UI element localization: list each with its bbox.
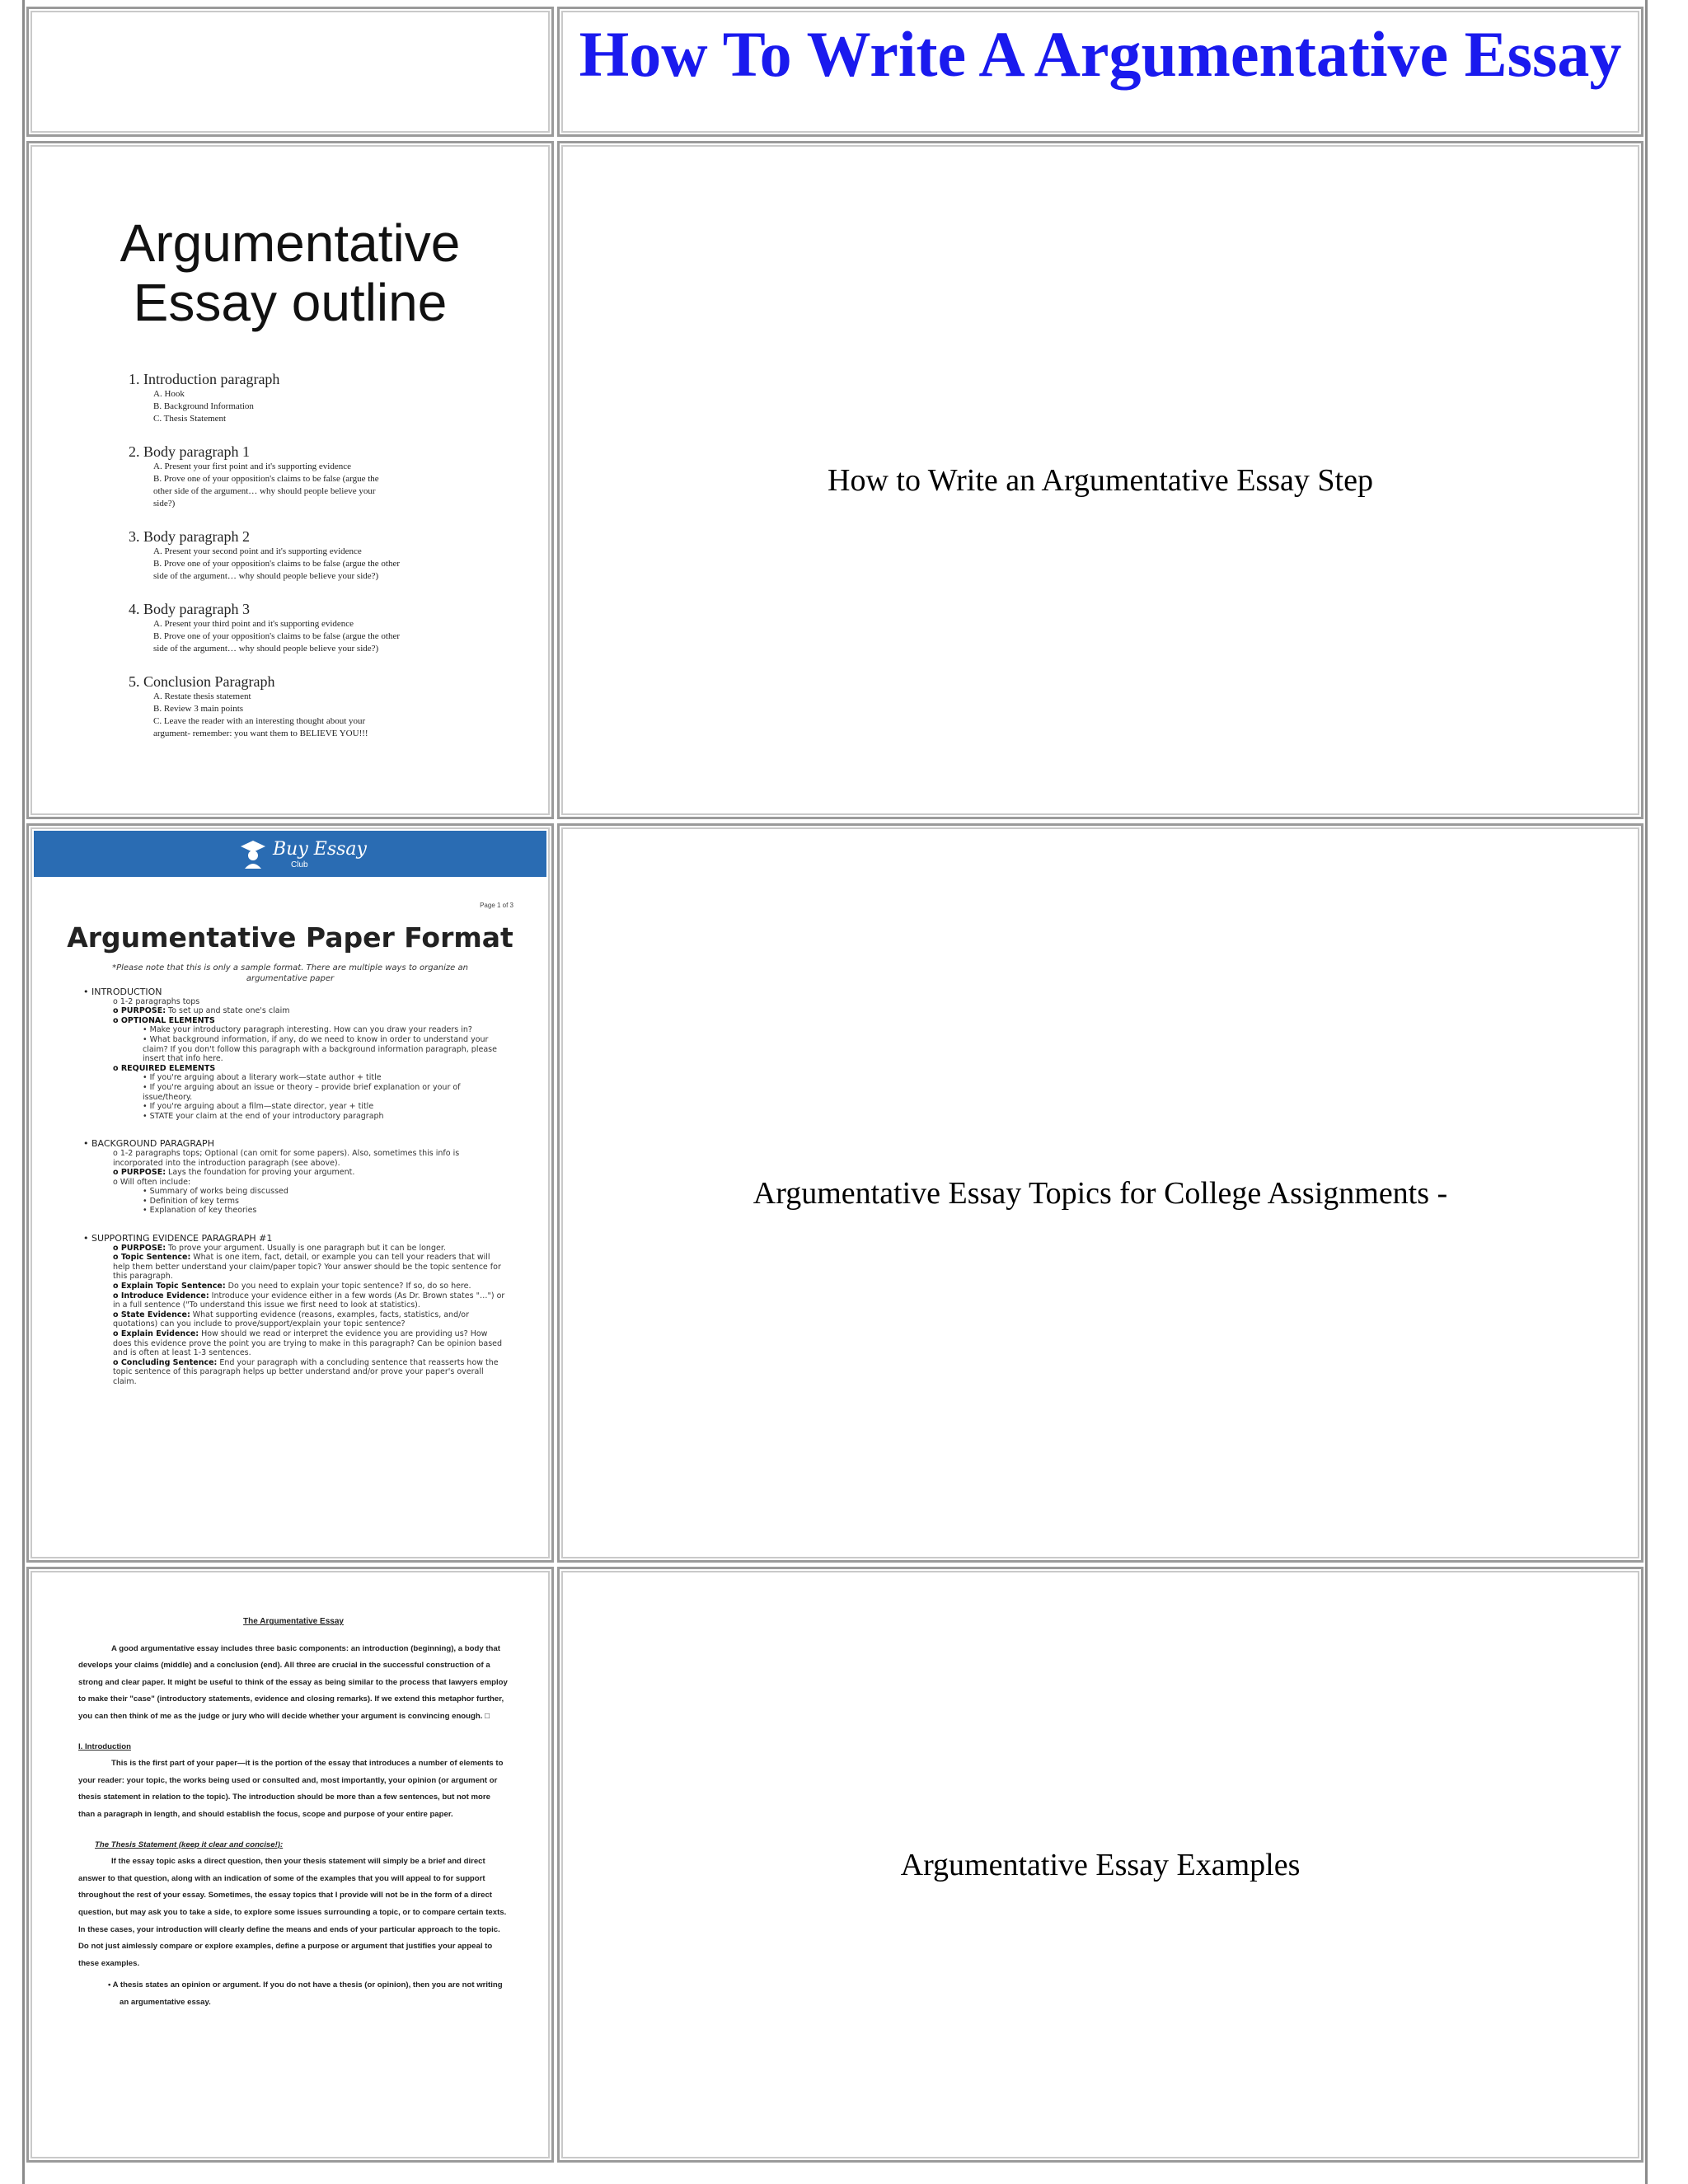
outline-list bbox=[129, 371, 516, 758]
caption-cell bbox=[557, 1567, 1643, 2163]
essay-title: The Argumentative Essay bbox=[243, 1617, 344, 1626]
format-section-introduction: • INTRODUCTION o 1-2 paragraphs tops o PURPOSE: To set up and state one's claim o OPTIONAL ELEMENTS • Make your introductory paragraph interesting. How can you draw your readers in? • What background information, if any, do we need to know in order to understand your claim? If you don't follow this paragraph with a background information paragraph, please insert that info here. o REQUIRED ELEMENTS • If you're arguing about a literary work—state author + title • If you're arguing about an issue or theory – provide brief explanation or your of issue/theory. • If you're arguing about a film—state director, year + title • STATE your claim at the end of your introductory paragraph bbox=[83, 987, 497, 1121]
outline-item: 5. Conclusion Paragraph A. Restate thesis statement B. Review 3 main points C. Leave the reader with an interesting thought about your argument- remember: you want them to BELIEVE YOU!!! bbox=[129, 673, 368, 738]
essay-image[interactable] bbox=[34, 1574, 546, 2155]
format-section-evidence: • SUPPORTING EVIDENCE PARAGRAPH #1 o PURPOSE: To prove your argument. Usually is one paragraph but it can be longer. o Topic Sentence: What is one item, fact, detail, or example you can tell your readers that will help them better understand your claim/paper topic? Your answer should be the topic sentence for this paragraph. o Explain Topic Sentence: Do you need to explain your topic sentence? If so, do so here. o Introduce Evidence: Introduce your evidence either in a few words (As Dr. Brown states "…") or in a full sentence ("To understand this issue we first need to look at statistics). o State Evidence: What supporting evidence (reasons, examples, facts, statistics, and/or quotations) can you include to prove/support/explain your topic sentence? o Explain Evidence: How should we read or interpret the evidence you are providing us? How does this evidence prove the point you are trying to make in this paragraph? Can be opinion based and is often at least 1-3 sentences. o Concluding Sentence: End your paragraph with a concluding sentence that reasserts how the topic sentence of this paragraph helps up better understand and/or prove your paper's overall claim. bbox=[83, 1233, 505, 1386]
outline-heading-line2: Essay outline bbox=[133, 273, 448, 332]
format-note: *Please note that this is only a sample format. There are multiple ways to organize an argumentative paper bbox=[112, 963, 468, 983]
outline-item: 4. Body paragraph 3 A. Present your third point and it's supporting evidence B. Prove one of your opposition's claims to be false (argue the other side of the argument… why should people believe your side?) bbox=[129, 601, 401, 654]
outline-item: 3. Body paragraph 2 A. Present your second point and it's supporting evidence B. Prove one of your opposition's claims to be false (argue the other side of the argument… why should people believe your side?) bbox=[129, 528, 401, 581]
outline-image-cell bbox=[26, 141, 554, 819]
header-empty-cell bbox=[26, 7, 554, 137]
format-image[interactable] bbox=[34, 831, 546, 1555]
logo-sub: Club bbox=[291, 860, 308, 869]
caption-cell bbox=[557, 823, 1643, 1563]
essay-subheading: The Thesis Statement (keep it clear and concise!): bbox=[95, 1840, 284, 1849]
essay-paragraph: If the essay topic asks a direct question, then your thesis statement will simply be a brief and direct answer to that question, along with an indication of some of the examples that you will appeal to for support throughout the rest of your essay. Sometimes, the essay topics that I provide will not be in the form of a direct question, but may ask you to take a side, to explore some issues surrounding a topic, or to compare certain texts. In these cases, your introduction will clearly define the means and ends of your particular approach to the topic. Do not just aimlessly compare or explore examples, define a purpose or argument that justifies your appeal to these examples. bbox=[78, 1857, 507, 1968]
outline-item: 1. Introduction paragraph A. Hook B. Background Information C. Thesis Statement bbox=[129, 371, 280, 424]
caption-text: Argumentative Essay Topics for College Assignments - bbox=[753, 1175, 1448, 1211]
essay-bullet: • A thesis states an opinion or argument. If you do not have a thesis (or opinion), then you are not writing an argumentative essay. bbox=[108, 1980, 503, 2007]
page-title: How To Write A Argumentative Essay bbox=[579, 18, 1622, 90]
header-title-cell bbox=[557, 7, 1643, 137]
essay-text bbox=[78, 1614, 509, 2011]
caption-text: How to Write an Argumentative Essay Step bbox=[828, 462, 1373, 498]
essay-section-heading: I. Introduction bbox=[78, 1741, 131, 1751]
format-image-cell bbox=[26, 823, 554, 1563]
caption-cell bbox=[557, 141, 1643, 819]
essay-image-cell bbox=[26, 1567, 554, 2163]
graduate-icon bbox=[240, 839, 266, 869]
essay-paragraph: This is the first part of your paper—it is the portion of the essay that introduces a number of elements to your reader: your topic, the works being used or consulted and, most importantly, your opinion (or argument or thesis statement in relation to the topic). The introduction should be more than a few sentences, but not more than a paragraph in length, and should establish the focus, scope and purpose of your entire paper. bbox=[78, 1759, 504, 1819]
format-title: Argumentative Paper Format bbox=[67, 921, 513, 954]
page-number: Page 1 of 3 bbox=[480, 902, 513, 909]
format-body bbox=[83, 987, 505, 1387]
logo-text: Buy Essay bbox=[273, 839, 367, 860]
logo-banner bbox=[34, 831, 546, 877]
essay-paragraph: A good argumentative essay includes three basic components: an introduction (beginning), a body that develops your claims (middle) and a conclusion (end). All three are crucial in the successful construction of a strong and clear paper. It might be useful to think of the essay as being similar to the process that lawyers employ to make their "case" (introductory statements, evidence and closing remarks). If we extend this metaphor further, you can then think of me as the judge or jury who will decide whether your argument is convincing enough. □ bbox=[78, 1643, 508, 1721]
outline-heading-line1: Argumentative bbox=[120, 213, 461, 273]
caption-text: Argumentative Essay Examples bbox=[900, 1847, 1301, 1882]
format-section-background: • BACKGROUND PARAGRAPH o 1-2 paragraphs tops; Optional (can omit for some papers). Also, sometimes this info is incorporated into the introduction paragraph (see above). o PURPOSE: Lays the foundation for proving your argument. o Will often include: • Summary of works being discussed • Definition of key terms • Explanation of key theories bbox=[83, 1138, 460, 1216]
outline-image[interactable] bbox=[34, 148, 546, 812]
outline-item: 2. Body paragraph 1 A. Present your first point and it's supporting evidence B. Prove one of your opposition's claims to be false (argue the other side of the argument… why should people believe your side?) bbox=[129, 443, 379, 509]
